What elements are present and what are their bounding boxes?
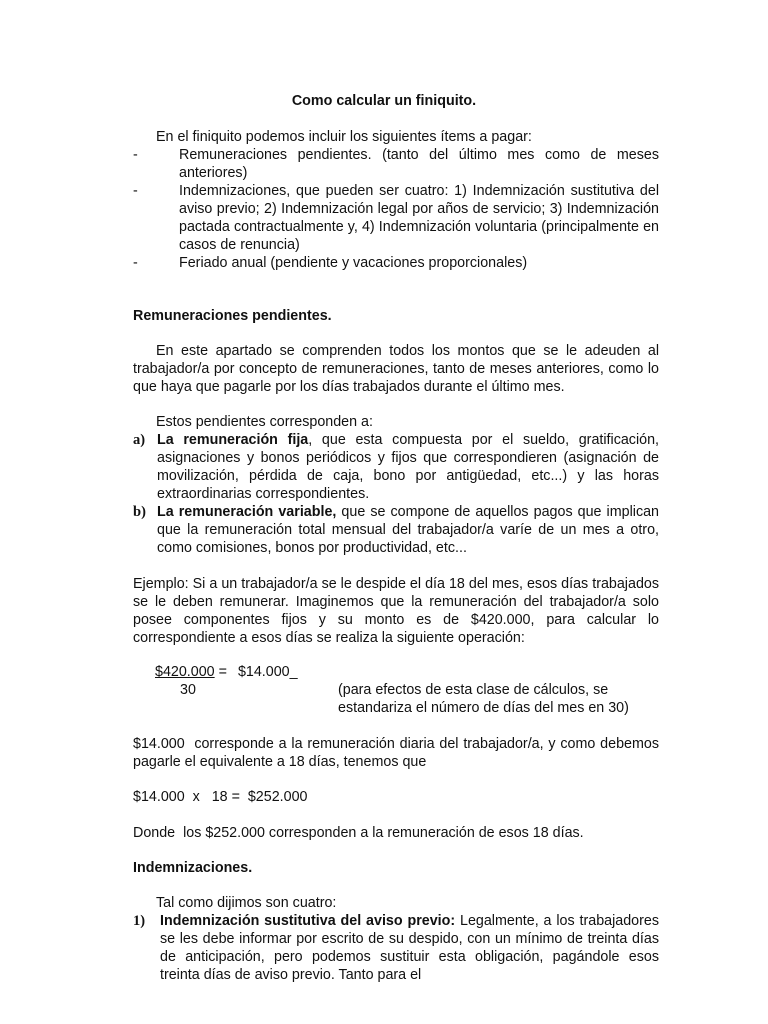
formula-top-line: [155, 663, 298, 681]
remuneraciones-subintro: Estos pendientes corresponden a:: [156, 414, 373, 430]
diaria-paragraph: $14.000 corresponde a la remuneración diaria del trabajador/a, y como debemos pagarle el equivalente a 18 días, tenemos que: [133, 736, 663, 770]
bullet-dash: -: [133, 255, 138, 271]
indemnizaciones-intro: Tal como dijimos son cuatro:: [156, 895, 337, 911]
section-heading-indemnizaciones: Indemnizaciones.: [133, 860, 253, 876]
definition-text: Legalmente, a los trabajadores se les debe informar por escrito de su despido, con un mínimo de treinta días de anticipación, pero podemos sustituir esta obligación, pagándole esos treinta días de aviso previo. Tanto para el: [160, 913, 659, 983]
calculation-line: $14.000 x 18 = $252.000: [133, 789, 308, 805]
formula-numerator: $420.000: [155, 664, 215, 680]
list-item: Feriado anual (pendiente y vacaciones proporcionales): [179, 255, 528, 271]
bullet-dash: -: [133, 183, 138, 199]
document-title: Como calcular un finiquito.: [291, 93, 477, 109]
list-item: Indemnizaciones, que pueden ser cuatro: 1) Indemnización sustitutiva del aviso previo; 2) Indemnización legal por años de servicio; 3) Indemnización pactada contractualmente y, 4) Indemnización voluntaria (principalmente en casos de renuncia): [179, 183, 659, 253]
list-item-remuneracion-fija: [157, 431, 659, 503]
list-marker-1: 1): [133, 913, 146, 929]
intro-lead: En el finiquito podemos incluir los siguientes ítems a pagar:: [156, 129, 532, 145]
formula-note-line1: (para efectos de esta clase de cálculos, se: [338, 682, 609, 698]
formula-note-line2: estandariza el número de días del mes en 30): [338, 700, 629, 716]
formula-equals: =: [214, 664, 231, 680]
definition-text: que se compone de aquellos pagos que implican que la remuneración total mensual del trabajador/a varíe de un mes a otro, como comisiones, bonos por productividad, etc...: [157, 504, 660, 556]
term-indemnizacion-sustitutiva: Indemnización sustitutiva del aviso previo:: [160, 913, 456, 929]
bullet-dash: -: [133, 147, 138, 163]
formula-denominator: 30: [180, 682, 196, 698]
ejemplo-paragraph: Ejemplo: Si a un trabajador/a se le despide el día 18 del mes, esos días trabajados se le deben remunerar. Imaginemos que la remuneración del trabajador/a solo posee componentes fijos y su monto es de $420.000, para calcular lo correspondiente a esos días se realiza la siguiente operación:: [133, 576, 659, 646]
list-marker-a: a): [133, 432, 146, 448]
list-item-remuneracion-variable: [157, 503, 659, 557]
list-item: Remuneraciones pendientes. (tanto del último mes como de meses anteriores): [179, 147, 659, 181]
term-remuneracion-fija: La remuneración fija: [157, 432, 309, 448]
term-remuneracion-variable: La remuneración variable,: [157, 504, 337, 520]
section-heading-remuneraciones: Remuneraciones pendientes.: [133, 308, 332, 324]
list-item-indemnizacion-sustitutiva: [160, 912, 659, 984]
definition-text: , que esta compuesta por el sueldo, gratificación, asignaciones y bonos periódicos y fijos que correspondieren (asignación de movilización, pérdida de caja, bono por antigüedad, etc...) y las horas extraordinarias correspondientes.: [157, 432, 659, 502]
donde-paragraph: Donde los $252.000 corresponden a la remuneración de esos 18 días.: [133, 825, 584, 841]
remuneraciones-paragraph: En este apartado se comprenden todos los montos que se le adeuden al trabajador/a por concepto de remuneraciones, tanto de meses anteriores, como lo que haya que pagarle por los días trabajados durante el último mes.: [133, 343, 659, 395]
list-marker-b: b): [133, 504, 146, 520]
formula-result: $14.000_: [237, 664, 298, 680]
